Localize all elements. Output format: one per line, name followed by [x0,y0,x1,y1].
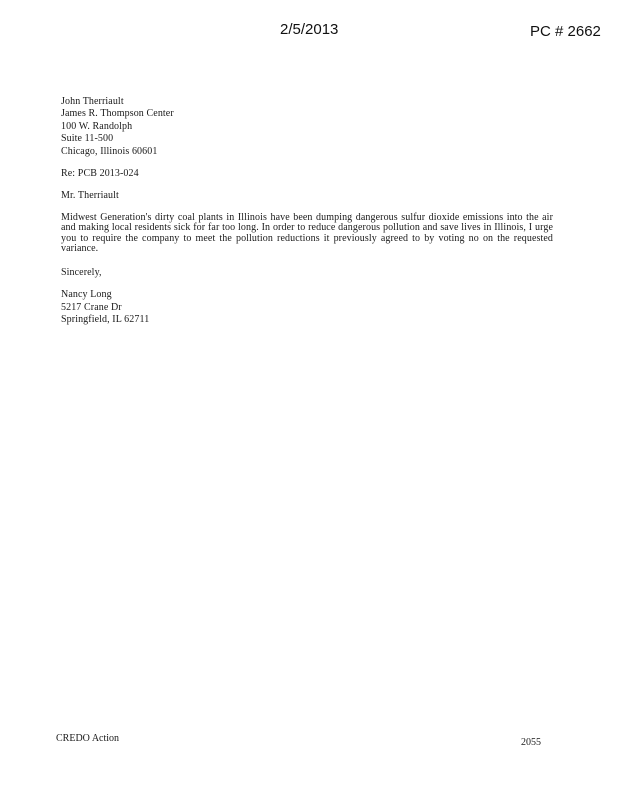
sender-signature-block [61,289,553,326]
letter-body [61,96,553,326]
letter-paragraph: Midwest Generation's dirty coal plants in Illinois have been dumping dangerous sulfur dioxide emissions into the air and making local residents sick for far too long. In order to reduce dangerous pollution and save lives in Illinois, I urge you to require the company to meet the pollution reductions it previously agreed to by voting no on the requested variance. [61,211,553,255]
recipient-name: John Therriault [61,96,124,107]
footer-organization: CREDO Action [56,733,120,744]
reference-line: Re: PCB 2013-024 [61,168,139,180]
sender-city: Springfield, IL 62711 [61,314,150,326]
closing: Sincerely, [61,266,102,278]
page-number: 2055 [521,737,541,748]
sender-street: 5217 Crane Dr [61,301,122,313]
sender-name: Nancy Long [61,289,112,301]
recipient-address [61,96,553,158]
stamp-date: 2/5/2013 [280,21,339,38]
recipient-building: James R. Thompson Center [61,108,174,120]
salutation: Mr. Therriault [61,190,119,202]
public-comment-number: PC # 2662 [530,23,601,40]
recipient-street: 100 W. Randolph [61,120,133,132]
recipient-suite: Suite 11-500 [61,133,114,145]
recipient-city: Chicago, Illinois 60601 [61,145,158,157]
